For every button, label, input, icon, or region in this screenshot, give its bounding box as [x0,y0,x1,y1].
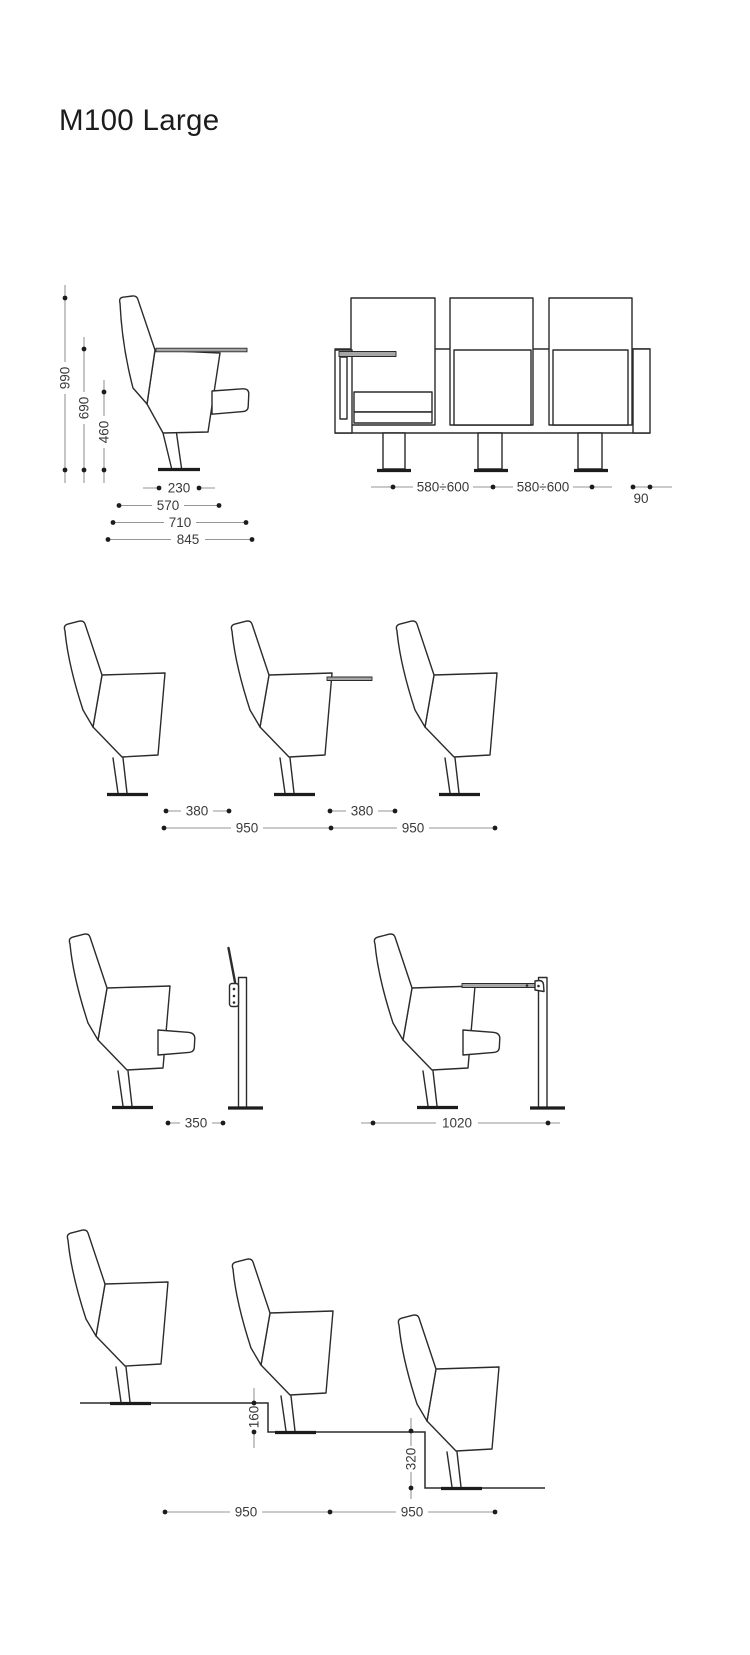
dim-label: 570 [156,498,180,513]
dim-seat-depth [117,498,222,513]
table-top-open [462,984,535,988]
dim-label: 580÷600 [516,479,570,495]
dim-riser-large [404,1418,419,1499]
dim-armrest-depth [111,515,249,530]
pedestal-2 [478,433,502,469]
chair-with-tablet [231,621,332,795]
dim-base-depth [143,481,215,496]
seat-folded-up-3 [553,350,628,425]
dim-seat-axis [371,480,612,495]
table-post [239,978,247,1108]
side-view-chair [120,296,249,470]
table-views-drawing [69,934,565,1131]
armrest [463,1030,500,1055]
dim-label: 1020 [441,1115,473,1131]
dim-step-row-pitch [163,1505,498,1520]
dim-riser-small [247,1388,262,1448]
dim-seat-height [97,380,112,483]
seat-folded-down-1b [354,412,432,423]
dim-tablet-depth [106,532,255,547]
pedestal-3 [578,433,602,469]
dim-label: 950 [401,820,425,836]
row-spacing-drawing [64,621,497,836]
seat-folded-down-1a [354,392,432,412]
writing-tablet [327,677,372,681]
chair [396,621,497,795]
dim-label: 950 [400,1504,424,1520]
pedestal-1 [383,433,405,469]
side-view-drawing [58,285,255,547]
dim-label: 230 [167,480,191,496]
dim-label: 710 [168,515,192,530]
table-top-folded [229,948,236,982]
chair [67,1230,168,1404]
chair-with-armrest [69,934,170,1108]
dim-label: 690 [76,396,92,420]
dim-open-distance [361,1116,560,1131]
dim-folded-distance [166,1116,226,1131]
tablet-support [340,357,347,419]
folded-table [228,948,263,1108]
dim-label: 845 [176,532,200,547]
dim-label: 380 [350,803,374,819]
dim-label: 950 [235,820,259,836]
chair-with-armrest [374,934,475,1108]
writing-tablet [156,348,247,352]
dim-end-panel [631,485,672,506]
dim-back-clearance-right [328,804,398,819]
dim-label: 320 [403,1447,419,1471]
dim-label: 950 [234,1504,258,1520]
dim-row-pitch [162,821,498,836]
front-view-drawing [335,298,672,506]
dim-label: 990 [57,366,73,390]
dim-label: 160 [246,1405,262,1429]
dim-total-height [58,285,73,483]
dim-label: 90 [633,491,649,506]
end-panel-right [633,349,650,433]
dim-label: 460 [96,420,112,444]
dim-tablet-height [77,337,92,483]
armrest [158,1030,195,1055]
dim-label: 350 [184,1115,208,1131]
stepped-floor-drawing [67,1230,545,1520]
seat-folded-up-2 [454,350,531,425]
dim-back-clearance-left [164,804,232,819]
dim-label: 380 [185,803,209,819]
page-title: M100 Large [59,104,220,137]
tablet-stored [339,352,396,357]
chair [64,621,165,795]
dim-label: 580÷600 [416,479,470,495]
table-post [539,978,548,1108]
armrest [212,389,249,414]
